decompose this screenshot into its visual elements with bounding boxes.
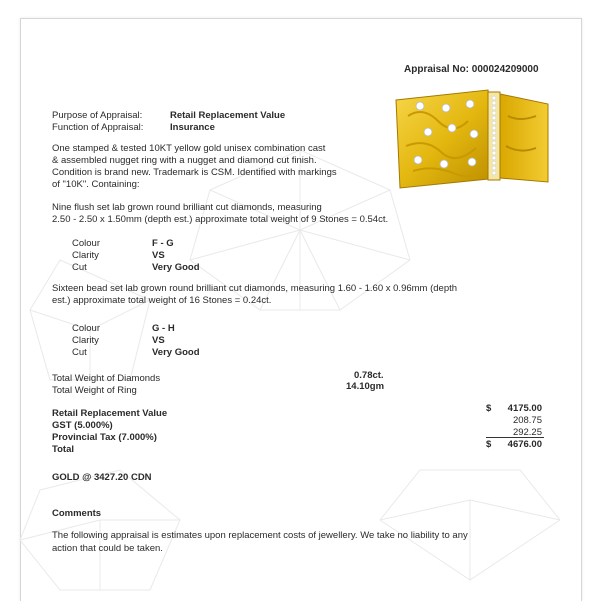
description-line: of "10K". Containing:	[52, 179, 140, 190]
gst-amount: 208.75	[512, 415, 542, 426]
stones1-text: Nine flush set lab grown round brilliant cut diamonds, measuring	[52, 202, 322, 213]
total-diamonds-label: Total Weight of Diamonds	[52, 373, 161, 384]
stones1-clarity: VS	[152, 250, 165, 261]
stones1-cut: Very Good	[152, 262, 200, 273]
stones2-colour-label: Colour	[72, 323, 100, 334]
pst-amount: 292.25	[512, 427, 542, 438]
description-line: One stamped & tested 10KT yellow gold unisex combination cast	[52, 143, 326, 154]
description-line: & assembled nugget ring with a nugget and diamond cut finish.	[52, 155, 317, 166]
function-value: Insurance	[170, 122, 215, 133]
subtotal-rule	[486, 437, 544, 438]
stones1-text: 2.50 - 2.50 x 1.50mm (depth est.) approximate total weight of 9 Stones = 0.54ct.	[52, 214, 389, 225]
stones1-clarity-label: Clarity	[72, 250, 99, 261]
description-line: Condition is brand new. Trademark is CSM. Identified with markings	[52, 167, 337, 178]
stones2-cut-label: Cut	[72, 347, 87, 358]
purpose-value: Retail Replacement Value	[170, 110, 286, 121]
stones1-colour-label: Colour	[72, 238, 100, 249]
rrv-label: Retail Replacement Value	[52, 408, 168, 419]
total-ring-value: 14.10gm	[346, 381, 385, 392]
gold-nugget-ring-image	[388, 86, 552, 190]
rrv-amount: 4175.00	[507, 403, 542, 414]
gst-label: GST (5.000%)	[52, 420, 113, 431]
pst-label: Provincial Tax (7.000%)	[52, 432, 157, 443]
comments-text: action that could be taken.	[52, 543, 163, 554]
stones2-text: est.) approximate total weight of 16 Stones = 0.24ct.	[52, 295, 272, 306]
gold-price: GOLD @ 3427.20 CDN	[52, 472, 152, 483]
stones2-cut: Very Good	[152, 347, 200, 358]
currency-symbol: $	[486, 439, 492, 450]
total-diamonds-value: 0.78ct.	[354, 370, 384, 381]
stones2-colour: G - H	[152, 323, 175, 334]
total-amount: 4676.00	[507, 439, 542, 450]
appraisal-number: Appraisal No: 000024209000	[404, 64, 539, 75]
function-label: Function of Appraisal:	[52, 122, 144, 133]
stones2-clarity-label: Clarity	[72, 335, 99, 346]
stones2-clarity: VS	[152, 335, 165, 346]
purpose-label: Purpose of Appraisal:	[52, 110, 143, 121]
stones2-text: Sixteen bead set lab grown round brilliant cut diamonds, measuring 1.60 - 1.60 x 0.96mm (depth	[52, 283, 458, 294]
total-label: Total	[52, 444, 74, 455]
comments-heading: Comments	[52, 508, 102, 519]
stones1-colour: F - G	[152, 238, 174, 249]
comments-text: The following appraisal is estimates upon replacement costs of jewellery. We take no liability to any	[52, 530, 468, 541]
currency-symbol: $	[486, 403, 492, 414]
total-ring-label: Total Weight of Ring	[52, 385, 137, 396]
stones1-cut-label: Cut	[72, 262, 87, 273]
